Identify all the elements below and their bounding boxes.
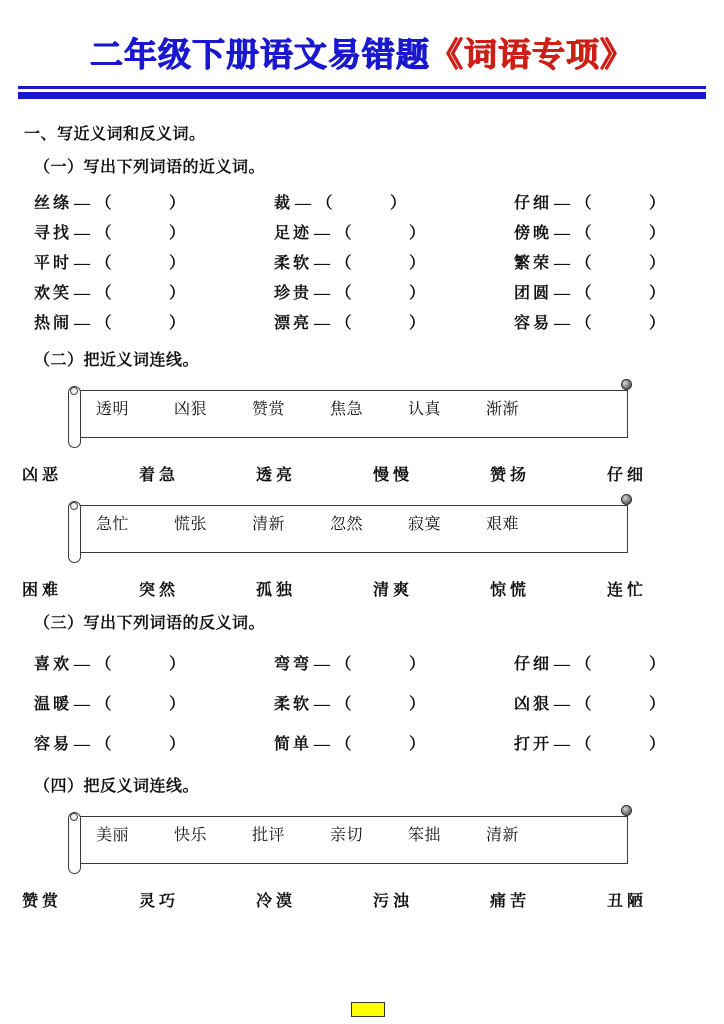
word-fill-row xyxy=(34,247,724,277)
dash-separator: — xyxy=(314,285,332,303)
dash-separator: — xyxy=(554,696,572,714)
prompt-word: 寻找 xyxy=(34,225,73,243)
match-word-row-1 xyxy=(0,462,724,485)
answer-paren-open: （ xyxy=(335,736,354,754)
answer-paren-close: ） xyxy=(169,285,187,303)
synonym-scroll-box-2 xyxy=(68,499,628,557)
prompt-word: 打开 xyxy=(514,736,553,754)
match-word[interactable]: 痛苦 xyxy=(490,892,531,910)
scroll-word[interactable]: 凶狠 xyxy=(174,400,208,418)
prompt-word: 热闹 xyxy=(34,315,73,333)
word-fill-cell[interactable] xyxy=(274,310,514,333)
scroll-word[interactable]: 急忙 xyxy=(96,515,130,533)
prompt-word: 弯弯 xyxy=(274,656,313,674)
prompt-word: 裁 xyxy=(274,195,294,213)
dash-separator: — xyxy=(74,656,92,674)
dash-separator: — xyxy=(74,255,92,273)
answer-paren-open: （ xyxy=(575,285,594,303)
match-word[interactable]: 仔细 xyxy=(607,466,648,484)
answer-paren-close: ） xyxy=(649,315,667,333)
prompt-word: 柔软 xyxy=(274,255,313,273)
word-fill-cell[interactable] xyxy=(274,691,514,714)
word-fill-cell[interactable] xyxy=(274,651,514,674)
word-fill-row xyxy=(34,643,724,683)
scroll-word[interactable]: 清新 xyxy=(486,826,520,844)
dash-separator: — xyxy=(314,315,332,333)
scroll-word-list xyxy=(96,396,620,419)
match-word-row-3 xyxy=(0,888,724,911)
footer-page-marker xyxy=(351,1002,385,1017)
answer-paren-close: ） xyxy=(409,696,427,714)
answer-paren-open: （ xyxy=(95,656,114,674)
part-b-heading: （二）把近义词连线。 xyxy=(34,351,200,369)
dash-separator: — xyxy=(74,195,92,213)
scroll-knob-left-icon xyxy=(70,813,78,821)
dash-separator: — xyxy=(74,315,92,333)
answer-paren-open: （ xyxy=(335,255,354,273)
antonym-scroll-box-1 xyxy=(68,810,628,868)
prompt-word: 繁荣 xyxy=(514,255,553,273)
answer-paren-close: ） xyxy=(409,656,427,674)
dash-separator: — xyxy=(314,696,332,714)
prompt-word: 团圆 xyxy=(514,285,553,303)
answer-paren-close: ） xyxy=(409,315,427,333)
word-fill-cell[interactable] xyxy=(34,731,274,754)
word-fill-cell[interactable] xyxy=(34,310,274,333)
answer-paren-open: （ xyxy=(316,195,335,213)
scroll-word-list xyxy=(96,511,620,534)
scroll-word[interactable]: 美丽 xyxy=(96,826,130,844)
page-title-highlight: 《词语专项》 xyxy=(430,35,634,74)
scroll-knob-left-icon xyxy=(70,502,78,510)
part-c-heading: （三）写出下列词语的反义词。 xyxy=(34,614,266,632)
word-fill-cell[interactable] xyxy=(514,310,714,333)
word-fill-cell[interactable] xyxy=(274,731,514,754)
scroll-word-list xyxy=(96,822,620,845)
word-fill-cell[interactable] xyxy=(514,220,714,243)
prompt-word: 容易 xyxy=(34,736,73,754)
prompt-word: 傍晚 xyxy=(514,225,553,243)
dash-separator: — xyxy=(74,225,92,243)
match-word[interactable]: 赞赏 xyxy=(22,892,63,910)
answer-paren-close: ） xyxy=(409,225,427,243)
answer-paren-open: （ xyxy=(335,285,354,303)
prompt-word: 足迹 xyxy=(274,225,313,243)
answer-paren-open: （ xyxy=(95,285,114,303)
scroll-knob-right-icon xyxy=(621,379,632,390)
answer-paren-close: ） xyxy=(169,656,187,674)
dash-separator: — xyxy=(74,696,92,714)
answer-paren-close: ） xyxy=(169,315,187,333)
answer-paren-close: ） xyxy=(169,696,187,714)
answer-paren-close: ） xyxy=(169,255,187,273)
prompt-word: 仔细 xyxy=(514,195,553,213)
dash-separator: — xyxy=(554,315,572,333)
word-fill-row xyxy=(34,683,724,723)
dash-separator: — xyxy=(314,255,332,273)
dash-separator: — xyxy=(554,255,572,273)
answer-paren-open: （ xyxy=(575,315,594,333)
answer-paren-close: ） xyxy=(649,255,667,273)
prompt-word: 简单 xyxy=(274,736,313,754)
answer-paren-open: （ xyxy=(95,225,114,243)
word-fill-row xyxy=(34,277,724,307)
divider-line-thick xyxy=(18,92,706,99)
answer-paren-close: ） xyxy=(409,255,427,273)
prompt-word: 仔细 xyxy=(514,656,553,674)
scroll-word[interactable]: 清新 xyxy=(252,515,286,533)
answer-paren-open: （ xyxy=(95,195,114,213)
match-word[interactable]: 突然 xyxy=(139,581,180,599)
match-word[interactable]: 连忙 xyxy=(607,581,648,599)
answer-paren-open: （ xyxy=(95,736,114,754)
prompt-word: 平时 xyxy=(34,255,73,273)
scroll-word[interactable]: 渐渐 xyxy=(486,400,520,418)
dash-separator: — xyxy=(314,656,332,674)
part-a-heading: （一）写出下列词语的近义词。 xyxy=(34,158,266,176)
dash-separator: — xyxy=(554,285,572,303)
answer-paren-open: （ xyxy=(95,255,114,273)
word-fill-cell[interactable] xyxy=(274,280,514,303)
answer-paren-open: （ xyxy=(335,225,354,243)
match-word[interactable]: 污浊 xyxy=(373,892,414,910)
prompt-word: 温暖 xyxy=(34,696,73,714)
word-fill-row xyxy=(34,187,724,217)
answer-paren-close: ） xyxy=(409,736,427,754)
match-word[interactable]: 清爽 xyxy=(373,581,414,599)
match-word[interactable]: 冷漠 xyxy=(256,892,297,910)
synonym-scroll-box-1 xyxy=(68,384,628,442)
prompt-word: 欢笑 xyxy=(34,285,73,303)
scroll-knob-right-icon xyxy=(621,494,632,505)
prompt-word: 柔软 xyxy=(274,696,313,714)
scroll-word[interactable]: 亲切 xyxy=(330,826,364,844)
scroll-word[interactable]: 艰难 xyxy=(486,515,520,533)
scroll-word[interactable]: 焦急 xyxy=(330,400,364,418)
answer-paren-close: ） xyxy=(409,285,427,303)
match-word-row-2 xyxy=(0,577,724,600)
word-fill-cell[interactable] xyxy=(274,250,514,273)
match-word[interactable]: 着急 xyxy=(139,466,180,484)
scroll-roll-left-icon xyxy=(68,812,81,874)
answer-paren-close: ） xyxy=(169,195,187,213)
scroll-roll-left-icon xyxy=(68,386,81,448)
dash-separator: — xyxy=(554,736,572,754)
answer-paren-open: （ xyxy=(95,315,114,333)
match-word[interactable]: 丑陋 xyxy=(607,892,648,910)
word-fill-cell[interactable] xyxy=(514,250,714,273)
answer-paren-close: ） xyxy=(649,285,667,303)
answer-paren-close: ） xyxy=(649,736,667,754)
word-fill-cell[interactable] xyxy=(514,731,714,754)
prompt-word: 漂亮 xyxy=(274,315,313,333)
answer-paren-open: （ xyxy=(575,736,594,754)
page-title xyxy=(90,36,634,74)
word-fill-cell[interactable] xyxy=(34,691,274,714)
word-fill-cell[interactable] xyxy=(34,651,274,674)
dash-separator: — xyxy=(295,195,313,213)
scroll-knob-right-icon xyxy=(621,805,632,816)
scroll-word[interactable]: 赞赏 xyxy=(252,400,286,418)
dash-separator: — xyxy=(554,195,572,213)
match-word[interactable]: 灵巧 xyxy=(139,892,180,910)
page-header xyxy=(0,0,724,74)
antonym-fill-grid xyxy=(0,643,724,763)
answer-paren-close: ） xyxy=(169,225,187,243)
scroll-knob-left-icon xyxy=(70,387,78,395)
prompt-word: 珍贵 xyxy=(274,285,313,303)
dash-separator: — xyxy=(554,225,572,243)
answer-paren-open: （ xyxy=(575,225,594,243)
match-word[interactable]: 慢慢 xyxy=(373,466,414,484)
match-word[interactable]: 透亮 xyxy=(256,466,297,484)
answer-paren-close: ） xyxy=(169,736,187,754)
word-fill-cell[interactable] xyxy=(514,190,714,213)
answer-paren-open: （ xyxy=(575,195,594,213)
answer-paren-open: （ xyxy=(575,696,594,714)
word-fill-row xyxy=(34,723,724,763)
scroll-word[interactable]: 透明 xyxy=(96,400,130,418)
section-one-heading: 一、写近义词和反义词。 xyxy=(24,125,206,143)
answer-paren-close: ） xyxy=(649,225,667,243)
prompt-word: 丝绦 xyxy=(34,195,73,213)
word-fill-cell[interactable] xyxy=(34,250,274,273)
answer-paren-close: ） xyxy=(649,696,667,714)
word-fill-cell[interactable] xyxy=(274,220,514,243)
answer-paren-close: ） xyxy=(649,656,667,674)
match-word[interactable]: 赞扬 xyxy=(490,466,531,484)
match-word[interactable]: 孤独 xyxy=(256,581,297,599)
answer-paren-close: ） xyxy=(649,195,667,213)
synonym-fill-grid xyxy=(0,187,724,337)
match-word[interactable]: 困难 xyxy=(22,581,63,599)
dash-separator: — xyxy=(314,225,332,243)
answer-paren-open: （ xyxy=(335,656,354,674)
title-divider xyxy=(18,86,706,99)
word-fill-cell[interactable] xyxy=(514,651,714,674)
answer-paren-open: （ xyxy=(575,255,594,273)
prompt-word: 喜欢 xyxy=(34,656,73,674)
word-fill-cell[interactable] xyxy=(34,190,274,213)
word-fill-cell[interactable] xyxy=(514,691,714,714)
answer-paren-close: ） xyxy=(390,195,408,213)
scroll-roll-left-icon xyxy=(68,501,81,563)
word-fill-cell[interactable] xyxy=(514,280,714,303)
prompt-word: 容易 xyxy=(514,315,553,333)
match-word[interactable]: 惊慌 xyxy=(490,581,531,599)
match-word[interactable]: 凶恶 xyxy=(22,466,63,484)
word-fill-cell[interactable] xyxy=(34,220,274,243)
answer-paren-open: （ xyxy=(335,315,354,333)
scroll-word[interactable]: 笨拙 xyxy=(408,826,442,844)
scroll-word[interactable]: 批评 xyxy=(252,826,286,844)
scroll-word[interactable]: 忽然 xyxy=(330,515,364,533)
part-d-heading: （四）把反义词连线。 xyxy=(34,777,200,795)
dash-separator: — xyxy=(314,736,332,754)
answer-paren-open: （ xyxy=(575,656,594,674)
word-fill-cell[interactable] xyxy=(274,190,514,213)
scroll-word[interactable]: 慌张 xyxy=(174,515,208,533)
dash-separator: — xyxy=(74,736,92,754)
dash-separator: — xyxy=(554,656,572,674)
answer-paren-open: （ xyxy=(335,696,354,714)
word-fill-row xyxy=(34,217,724,247)
prompt-word: 凶狠 xyxy=(514,696,553,714)
word-fill-cell[interactable] xyxy=(34,280,274,303)
page-title-main: 二年级下册语文易错题 xyxy=(90,35,430,74)
answer-paren-open: （ xyxy=(95,696,114,714)
scroll-word[interactable]: 快乐 xyxy=(174,826,208,844)
dash-separator: — xyxy=(74,285,92,303)
scroll-word[interactable]: 寂寞 xyxy=(408,515,442,533)
word-fill-row xyxy=(34,307,724,337)
scroll-word[interactable]: 认真 xyxy=(408,400,442,418)
